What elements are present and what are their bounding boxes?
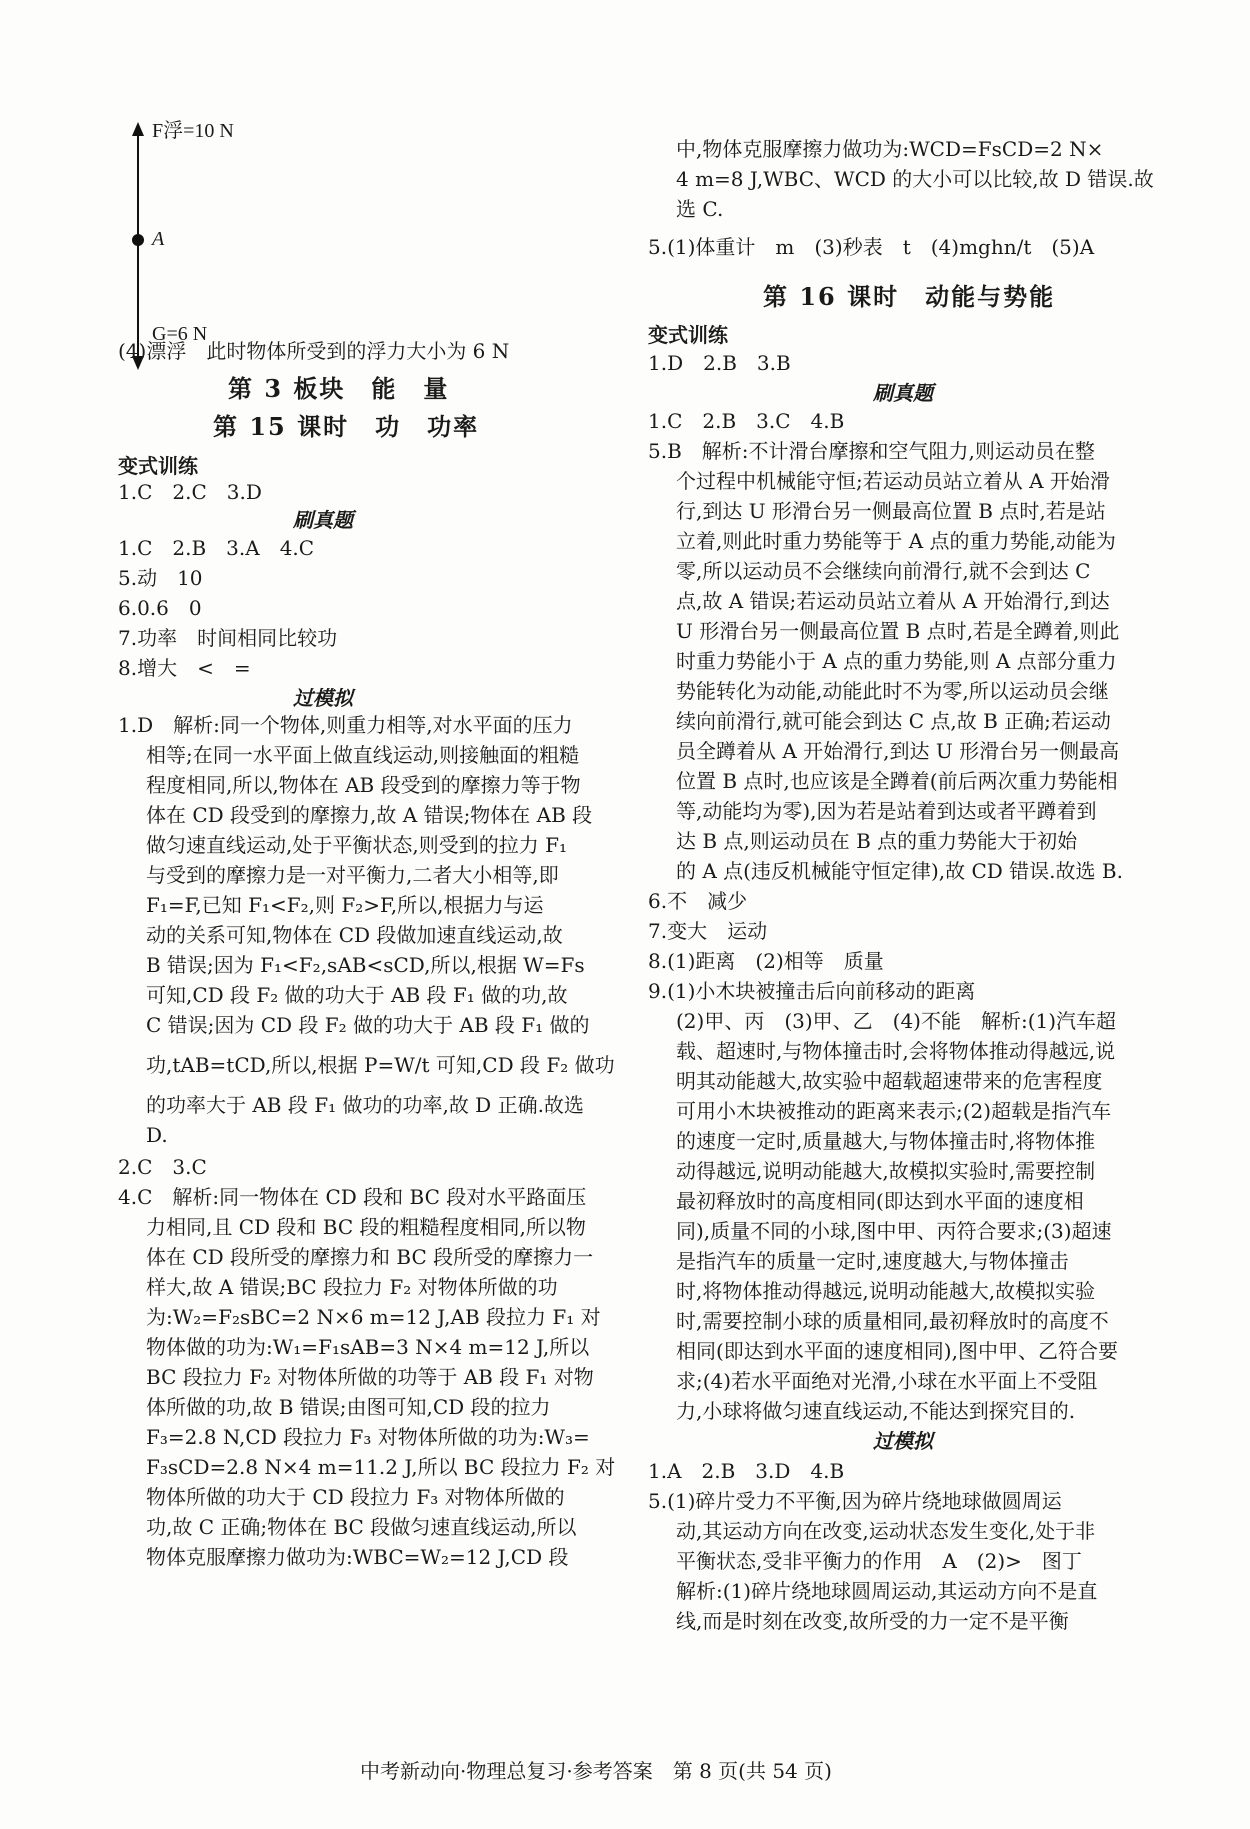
answer-line: 载、超速时,与物体撞击时,会将物体推动得越远,说 (676, 1039, 1116, 1063)
answer-line: 续向前滑行,就可能会到达 C 点,故 B 正确;若运动 (676, 709, 1111, 733)
answer-line: 物体所做的功大于 CD 段拉力 F₃ 对物体所做的 (146, 1485, 565, 1509)
point-a-label: A (152, 228, 165, 250)
answer-line: F₃=2.8 N,CD 段拉力 F₃ 对物体所做的功为:W₃= (146, 1425, 590, 1449)
answer-line: 5.B 解析:不计滑台摩擦和空气阻力,则运动员在整 (648, 439, 1095, 463)
answer-line: 1.C 2.C 3.D (118, 480, 262, 504)
answer-line: 动的关系可知,物体在 CD 段做加速直线运动,故 (146, 923, 563, 947)
answer-line: 中,物体克服摩擦力做功为:WCD=FsCD=2 N× (676, 137, 1104, 161)
lesson-title: 第 15 课时 功 功率 (213, 412, 480, 441)
subsection-title: 刷真题 (293, 508, 353, 532)
answer-line: 1.A 2.B 3.D 4.B (648, 1459, 845, 1483)
answer-line: 个过程中机械能守恒;若运动员站立着从 A 开始滑 (676, 469, 1110, 493)
answer-line: 行,到达 U 形滑台另一侧最高位置 B 点时,若是站 (676, 499, 1106, 523)
answer-line: 相等;在同一水平面上做直线运动,则接触面的粗糙 (146, 743, 580, 767)
answer-line: 明其动能越大,故实验中超载超速带来的危害程度 (676, 1069, 1103, 1093)
answer-line: 的速度一定时,质量越大,与物体撞击时,将物体推 (676, 1129, 1096, 1153)
answer-line: 7.变大 运动 (648, 919, 768, 943)
answer-line: 1.D 解析:同一个物体,则重力相等,对水平面的压力 (118, 713, 573, 737)
answer-line: (4)漂浮 此时物体所受到的浮力大小为 6 N (118, 339, 510, 363)
answer-line: 零,所以运动员不会继续向前滑行,就不会到达 C (676, 559, 1091, 583)
answer-line: 8.(1)距离 (2)相等 质量 (648, 949, 884, 973)
answer-line: 6.0.6 0 (118, 596, 202, 620)
answer-line: 求;(4)若水平面绝对光滑,小球在水平面上不受阻 (676, 1369, 1098, 1393)
answer-line: 1.C 2.B 3.C 4.B (648, 409, 845, 433)
answer-line: 5.(1)体重计 m (3)秒表 t (4)mghn/t (5)A (648, 235, 1095, 259)
subsection-title: 变式训练 (648, 323, 728, 347)
answer-line: 相同(即达到水平面的速度相同),图中甲、乙符合要 (676, 1339, 1118, 1363)
answer-line: 势能转化为动能,动能此时不为零,所以运动员会继 (676, 679, 1109, 703)
answer-line: F₁=F,已知 F₁<F₂,则 F₂>F,所以,根据力与运 (146, 893, 544, 917)
subsection-title: 变式训练 (118, 454, 198, 478)
answer-line: C 错误;因为 CD 段 F₂ 做的功大于 AB 段 F₁ 做的 (146, 1013, 590, 1037)
answer-line: 达 B 点,则运动员在 B 点的重力势能大于初始 (676, 829, 1078, 853)
gravity-label: G=6 N (152, 323, 208, 345)
answer-line: 体在 CD 段受到的摩擦力,故 A 错误;物体在 AB 段 (146, 803, 593, 827)
answer-line: 与受到的摩擦力是一对平衡力,二者大小相等,即 (146, 863, 559, 887)
answer-line: 的 A 点(违反机械能守恒定律),故 CD 错误.故选 B. (676, 859, 1123, 883)
answer-line: 8.增大 < = (118, 656, 251, 680)
answer-line: BC 段拉力 F₂ 对物体所做的功等于 AB 段 F₁ 对物 (146, 1365, 594, 1389)
subsection-title: 刷真题 (873, 381, 933, 405)
subsection-title: 过模拟 (873, 1429, 933, 1453)
answer-line: 体所做的功,故 B 错误;由图可知,CD 段的拉力 (146, 1395, 551, 1419)
answer-line: 4 m=8 J,WBC、WCD 的大小可以比较,故 D 错误.故 (676, 167, 1154, 191)
answer-line: 7.功率 时间相同比较功 (118, 626, 338, 650)
answer-line: 动,其运动方向在改变,运动状态发生变化,处于非 (676, 1519, 1096, 1543)
answer-line: 的功率大于 AB 段 F₁ 做功的功率,故 D 正确.故选 (146, 1093, 584, 1117)
answer-line: 做匀速直线运动,处于平衡状态,则受到的拉力 F₁ (146, 833, 567, 857)
answer-line: 4.C 解析:同一物体在 CD 段和 BC 段对水平路面压 (118, 1185, 587, 1209)
answer-line: 功,故 C 正确;物体在 BC 段做匀速直线运动,所以 (146, 1515, 577, 1539)
answer-line: 员全蹲着从 A 开始滑行,到达 U 形滑台另一侧最高 (676, 739, 1120, 763)
answer-line: 位置 B 点时,也应该是全蹲着(前后两次重力势能相 (676, 769, 1118, 793)
answer-line: 等,动能均为零),因为若是站着到达或者平蹲着到 (676, 799, 1097, 823)
answer-line: 时,需要控制小球的质量相同,最初释放时的高度不 (676, 1309, 1109, 1333)
answer-line: U 形滑台另一侧最高位置 B 点时,若是全蹲着,则此 (676, 619, 1120, 643)
subsection-title: 过模拟 (293, 686, 353, 710)
answer-line: F₃sCD=2.8 N×4 m=11.2 J,所以 BC 段拉力 F₂ 对 (146, 1455, 616, 1479)
answer-line: 同),质量不同的小球,图中甲、丙符合要求;(3)超速 (676, 1219, 1112, 1243)
answer-line: 平衡状态,受非平衡力的作用 A (2)> 图丁 (676, 1549, 1082, 1573)
answer-line: 时重力势能小于 A 点的重力势能,则 A 点部分重力 (676, 649, 1117, 673)
answer-line: 时,将物体推动得越远,说明动能越大,故模拟实验 (676, 1279, 1096, 1303)
answer-line: 为:W₂=F₂sBC=2 N×6 m=12 J,AB 段拉力 F₁ 对 (146, 1305, 601, 1329)
answer-line: 物体克服摩擦力做功为:WBC=W₂=12 J,CD 段 (146, 1545, 569, 1569)
answer-line: 线,而是时刻在改变,故所受的力一定不是平衡 (676, 1609, 1069, 1633)
answer-line: 最初释放时的高度相同(即达到水平面的速度相 (676, 1189, 1084, 1213)
answer-line: D. (146, 1123, 168, 1147)
answer-line: 6.不 减少 (648, 889, 748, 913)
answer-line: 5.动 10 (118, 566, 203, 590)
answer-line: 9.(1)小木块被撞击后向前移动的距离 (648, 979, 976, 1003)
buoyancy-label: F浮=10 N (152, 120, 234, 142)
answer-line: 力相同,且 CD 段和 BC 段的粗糙程度相同,所以物 (146, 1215, 586, 1239)
answer-line: 样大,故 A 错误;BC 段拉力 F₂ 对物体所做的功 (146, 1275, 558, 1299)
answer-line: 动得越远,说明动能越大,故模拟实验时,需要控制 (676, 1159, 1096, 1183)
answer-line: 2.C 3.C (118, 1155, 207, 1179)
answer-line: 程度相同,所以,物体在 AB 段受到的摩擦力等于物 (146, 773, 581, 797)
answer-line: 选 C. (676, 197, 724, 221)
answer-line: 1.D 2.B 3.B (648, 351, 791, 375)
page-footer: 中考新动向·物理总复习·参考答案 第 8 页(共 54 页) (360, 1759, 832, 1783)
answer-line: 立着,则此时重力势能等于 A 点的重力势能,动能为 (676, 529, 1116, 553)
answer-line: 力,小球将做匀速直线运动,不能达到探究目的. (676, 1399, 1076, 1423)
answer-line: (2)甲、丙 (3)甲、乙 (4)不能 解析:(1)汽车超 (676, 1009, 1117, 1033)
lesson-title: 第 16 课时 动能与势能 (763, 282, 1056, 311)
answer-line: 功,tAB=tCD,所以,根据 P=W/t 可知,CD 段 F₂ 做功 (146, 1053, 615, 1077)
answer-line: 点,故 A 错误;若运动员站立着从 A 开始滑行,到达 (676, 589, 1110, 613)
answer-line: 1.C 2.B 3.A 4.C (118, 536, 315, 560)
answer-line: 是指汽车的质量一定时,速度越大,与物体撞击 (676, 1249, 1069, 1273)
answer-line: 物体做的功为:W₁=F₁sAB=3 N×4 m=12 J,所以 (146, 1335, 590, 1359)
answer-line: 体在 CD 段所受的摩擦力和 BC 段所受的摩擦力一 (146, 1245, 594, 1269)
answer-line: 可知,CD 段 F₂ 做的功大于 AB 段 F₁ 做的功,故 (146, 983, 568, 1007)
answer-line: 5.(1)碎片受力不平衡,因为碎片绕地球做圆周运 (648, 1489, 1062, 1513)
answer-line: B 错误;因为 F₁<F₂,sAB<sCD,所以,根据 W=Fs (146, 953, 585, 977)
section-title: 第 3 板块 能 量 (228, 374, 450, 403)
answer-line: 可用小木块被推动的距离来表示;(2)超载是指汽车 (676, 1099, 1112, 1123)
answer-line: 解析:(1)碎片绕地球圆周运动,其运动方向不是直 (676, 1579, 1098, 1603)
